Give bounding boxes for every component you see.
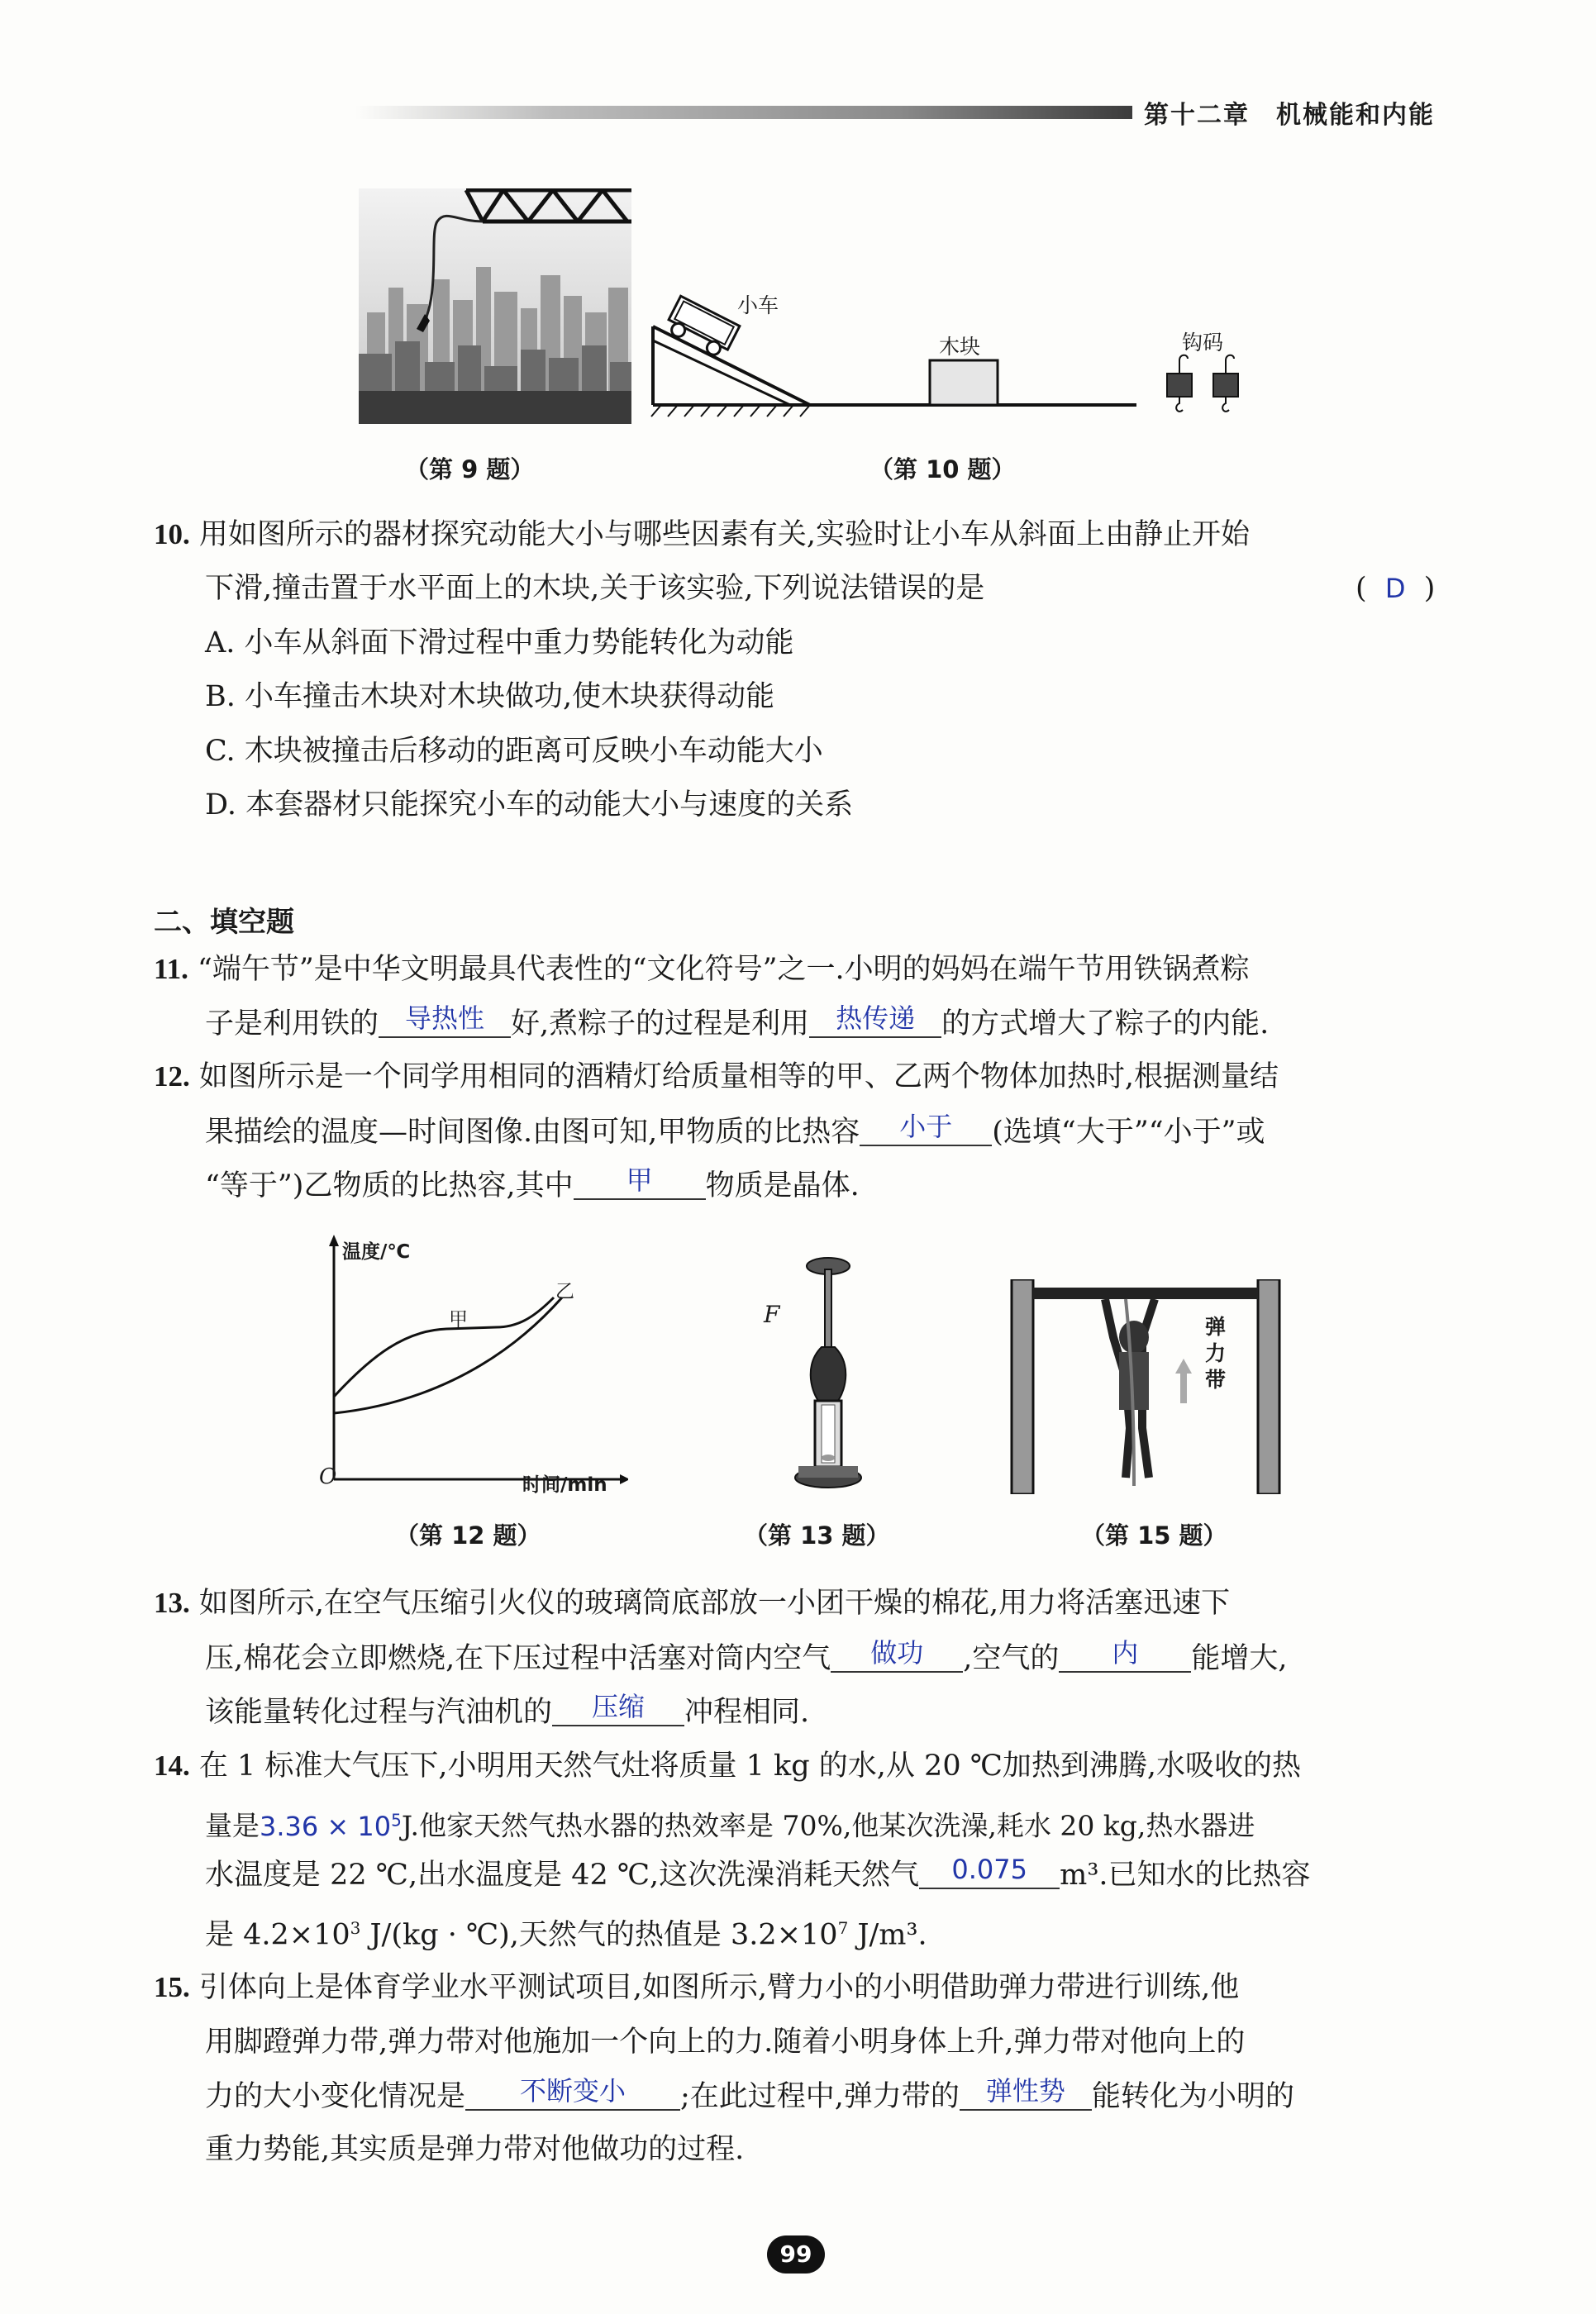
q10-number: 10.	[154, 518, 190, 550]
figure-9-bungee-photo	[359, 188, 631, 424]
figure-13-air-compression-igniter	[793, 1248, 909, 1496]
q10-option-c: C. 木块被撞击后移动的距离可反映小车动能大小	[205, 735, 823, 768]
figure-12-origin: O	[319, 1464, 337, 1489]
q10-line2: 下滑,撞击置于水平面上的木块,关于该实验,下列说法错误的是	[205, 572, 985, 605]
figure-10-block-label: 木块	[939, 335, 981, 359]
figure-10-weights-label: 钩码	[1182, 331, 1224, 355]
q10-answer: D	[1384, 573, 1406, 604]
figure-12-yi-label: 乙	[555, 1281, 574, 1302]
q11-blank-2[interactable]: 热传递	[809, 1007, 941, 1038]
q15-line1: 15. 引体向上是体育学业水平测试项目,如图所示,臂力小的小明借助弹力带进行训练,他	[154, 1971, 1240, 2004]
q13-line1: 13. 如图所示,在空气压缩引火仪的玻璃筒底部放一小团干燥的棉花,用力将活塞迅速下	[154, 1587, 1231, 1620]
section-title: 二、填空题	[154, 906, 294, 939]
q11-line2: 子是利用铁的 导热性 好,煮粽子的过程是利用 热传递 的方式增大了粽子的内能.	[205, 1002, 1270, 1040]
q15-number: 15.	[154, 1971, 190, 2003]
figure-15-pullup-diagram	[1010, 1279, 1283, 1494]
q13-blank-3[interactable]: 压缩	[552, 1695, 684, 1726]
q12-line1: 12. 如图所示是一个同学用相同的酒精灯给质量相等的甲、乙两个物体加热时,根据测量结	[154, 1060, 1279, 1093]
q12-line3: “等于”)乙物质的比热容,其中 甲 物质是晶体.	[205, 1164, 860, 1202]
q15-blank-2[interactable]: 弹性势	[960, 2079, 1092, 2111]
q14-number: 14.	[154, 1750, 190, 1782]
q14-line1: 14. 在 1 标准大气压下,小明用天然气灶将质量 1 kg 的水,从 20 ℃加热到沸腾,水吸收的热	[154, 1750, 1301, 1783]
q13-number: 13.	[154, 1587, 190, 1619]
figure-12-jia-label: 甲	[449, 1309, 468, 1331]
q13-line2: 压,棉花会立即燃烧,在下压过程中活塞对筒内空气 做功 ,空气的 内 能增大,	[205, 1637, 1288, 1675]
q14-answer-1: $3.36 \times 10^5$	[260, 1810, 402, 1842]
q15-blank-1[interactable]: 不断变小	[465, 2079, 680, 2111]
q14-line3: 水温度是 22 ℃,出水温度是 42 ℃,这次洗澡消耗天然气 0.075 m³.已知水的比热容	[205, 1854, 1311, 1892]
figure-12-caption: （第 12 题）	[395, 1521, 541, 1550]
figure-12-xlabel: 时间/min	[522, 1474, 607, 1496]
figure-12-temperature-graph	[314, 1231, 628, 1504]
q10-line1: 10. 用如图所示的器材探究动能大小与哪些因素有关,实验时让小车从斜面上由静止开始	[154, 518, 1251, 551]
figure-9-caption: （第 9 题）	[405, 455, 535, 483]
figure-13-caption: （第 13 题）	[744, 1521, 890, 1550]
figure-15-band-label: 弹力带	[1205, 1315, 1227, 1392]
header-decor-bar	[355, 106, 1132, 119]
figure-15-caption: （第 15 题）	[1081, 1521, 1227, 1550]
q14-blank-2[interactable]: 0.075	[919, 1858, 1060, 1889]
q14-line4: 是 $4.2\times 10^3$ J/(kg · ℃),天然气的热值是 $3.2\times 10^7$ J/m³.	[205, 1918, 927, 1952]
q15-line3: 力的大小变化情况是 不断变小 ;在此过程中,弹力带的 弹性势 能转化为小明的	[205, 2075, 1294, 2113]
q13-line3: 该能量转化过程与汽油机的 压缩 冲程相同.	[205, 1691, 810, 1729]
q12-number: 12.	[154, 1060, 190, 1093]
q11-number: 11.	[154, 953, 188, 985]
q14-line2: 量是$3.36 \times 10^5J$.他家天然气热水器的热效率是 70%,他某次洗澡,耗水 20 kg,热水器进	[205, 1809, 1255, 1842]
q13-blank-1[interactable]: 做功	[831, 1641, 963, 1673]
q10-option-a: A. 小车从斜面下滑过程中重力势能转化为动能	[205, 626, 794, 659]
q11-blank-1[interactable]: 导热性	[379, 1007, 511, 1038]
q10-answer-bracket: ( D )	[1355, 572, 1436, 605]
q12-line2: 果描绘的温度—时间图像.由图可知,甲物质的比热容 小于 (选填“大于”“小于”或	[205, 1111, 1265, 1149]
q10-option-b: B. 小车撞击木块对木块做功,使木块获得动能	[205, 680, 775, 713]
curve-jia	[334, 1297, 554, 1397]
q12-blank-1[interactable]: 小于	[860, 1115, 992, 1146]
page-number: 99	[767, 2235, 825, 2274]
q12-blank-2[interactable]: 甲	[574, 1169, 706, 1200]
figure-10-cart-label: 小车	[737, 293, 779, 317]
q15-line2: 用脚蹬弹力带,弹力带对他施加一个向上的力.随着小明身体上升,弹力带对他向上的	[205, 2026, 1246, 2059]
figure-13-force-label: F	[764, 1301, 780, 1328]
q13-blank-2[interactable]: 内	[1059, 1641, 1191, 1673]
figure-10-caption: （第 10 题）	[869, 455, 1016, 483]
chapter-title: 第十二章 机械能和内能	[1144, 101, 1435, 130]
q10-option-d: D. 本套器材只能探究小车的动能大小与速度的关系	[205, 788, 854, 821]
q15-line4: 重力势能,其实质是弹力带对他做功的过程.	[205, 2133, 745, 2166]
q11-line1: 11. “端午节”是中华文明最具代表性的“文化符号”之一.小明的妈妈在端午节用铁锅煮粽	[154, 953, 1250, 986]
curve-yi	[334, 1297, 562, 1413]
figure-12-ylabel: 温度/℃	[342, 1241, 411, 1263]
